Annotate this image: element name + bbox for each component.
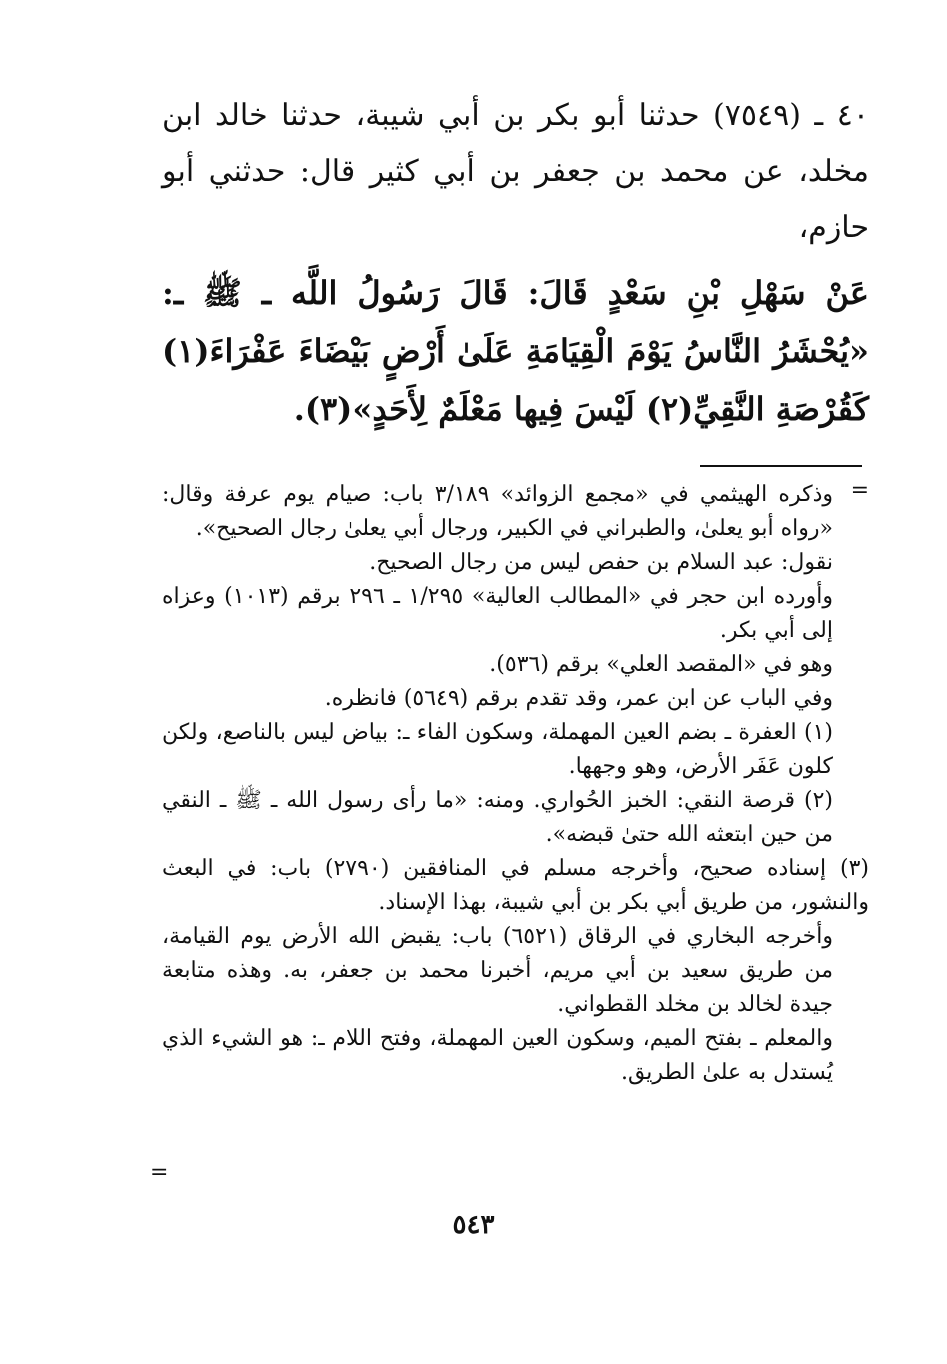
footnote-3: (٣) إسناده صحيح، وأخرجه مسلم في المنافقين (٢٧٩٠) باب: في البعث والنشور، من طريق أبي بكر بن أبي شيبة، بهذا الإسناد. [162, 856, 869, 915]
hadith-isnad: ٤٠ ـ (٧٥٤٩) حدثنا أبو بكر بن أبي شيبة، حدثنا خالد ابن مخلد، عن محمد بن جعفر بن أبي كثير قال: حدثني أبو حازم، [162, 98, 869, 245]
continuation-mark-end: = [150, 1160, 169, 1185]
footnote-paragraph: وفي الباب عن ابن عمر، وقد تقدم برقم (٥٦٤٩) فانظره. [324, 686, 833, 711]
page-number: ٥٤٣ [452, 1210, 495, 1240]
hadith-body [162, 88, 869, 438]
hadith-matn: عَنْ سَهْلِ بْنِ سَعْدٍ قَالَ: قَالَ رَسُولُ اللَّه ـ ﷺ ـ: «يُحْشَرُ النَّاسُ يَوْمَ الْقِيَامَةِ عَلَىٰ أَرْضٍ بَيْضَاءَ عَفْرَاءَ(١) كَقُرْصَةِ النَّقِيِّ(٢) لَيْسَ فِيها مَعْلَمٌ لِأَحَدٍ»(٣). [162, 274, 869, 428]
footnote-paragraph: وهو في «المقصد العلي» برقم (٥٣٦). [489, 652, 833, 677]
footnote-paragraph: وذكره الهيثمي في «مجمع الزوائد» ٣/١٨٩ باب: صيام يوم عرفة وقال: «رواه أبو يعلىٰ، والطبراني في الكبير، ورجال أبي يعلىٰ رجال الصحيح». [162, 482, 833, 541]
continuation-mark-start: = [850, 478, 869, 503]
footnote-paragraph: نقول: عبد السلام بن حفص ليس من رجال الصحيح. [369, 550, 833, 575]
footnote-paragraph: وأورده ابن حجر في «المطالب العالية» ١/٢٩٥ ـ ٢٩٦ برقم (١٠١٣) وعزاه إلى أبي بكر. [162, 584, 833, 643]
footnotes [162, 478, 869, 1090]
footnote-paragraph: والمعلم ـ بفتح الميم، وسكون العين المهملة، وفتح اللام ـ: هو الشيء الذي يُستدل به علىٰ الطريق. [162, 1026, 833, 1085]
footnote-2: (٢) قرصة النقي: الخبز الحُواري. ومنه: «ما رأى رسول الله ـ ﷺ ـ النقي من حين ابتعثه الله حتىٰ قبضه». [162, 788, 833, 847]
footnote-1: (١) العفرة ـ بضم العين المهملة، وسكون الفاء ـ: بياض ليس بالناصع، ولكن كلون عَفَر الأرض، وهو وجهها. [162, 720, 833, 779]
footnote-separator [700, 465, 862, 467]
footnote-paragraph: وأخرجه البخاري في الرقاق (٦٥٢١) باب: يقبض الله الأرض يوم القيامة، من طريق سعيد بن أبي مريم، أخبرنا محمد بن جعفر، به. وهذه متابعة جيدة لخالد بن مخلد القطواني. [162, 924, 833, 1017]
